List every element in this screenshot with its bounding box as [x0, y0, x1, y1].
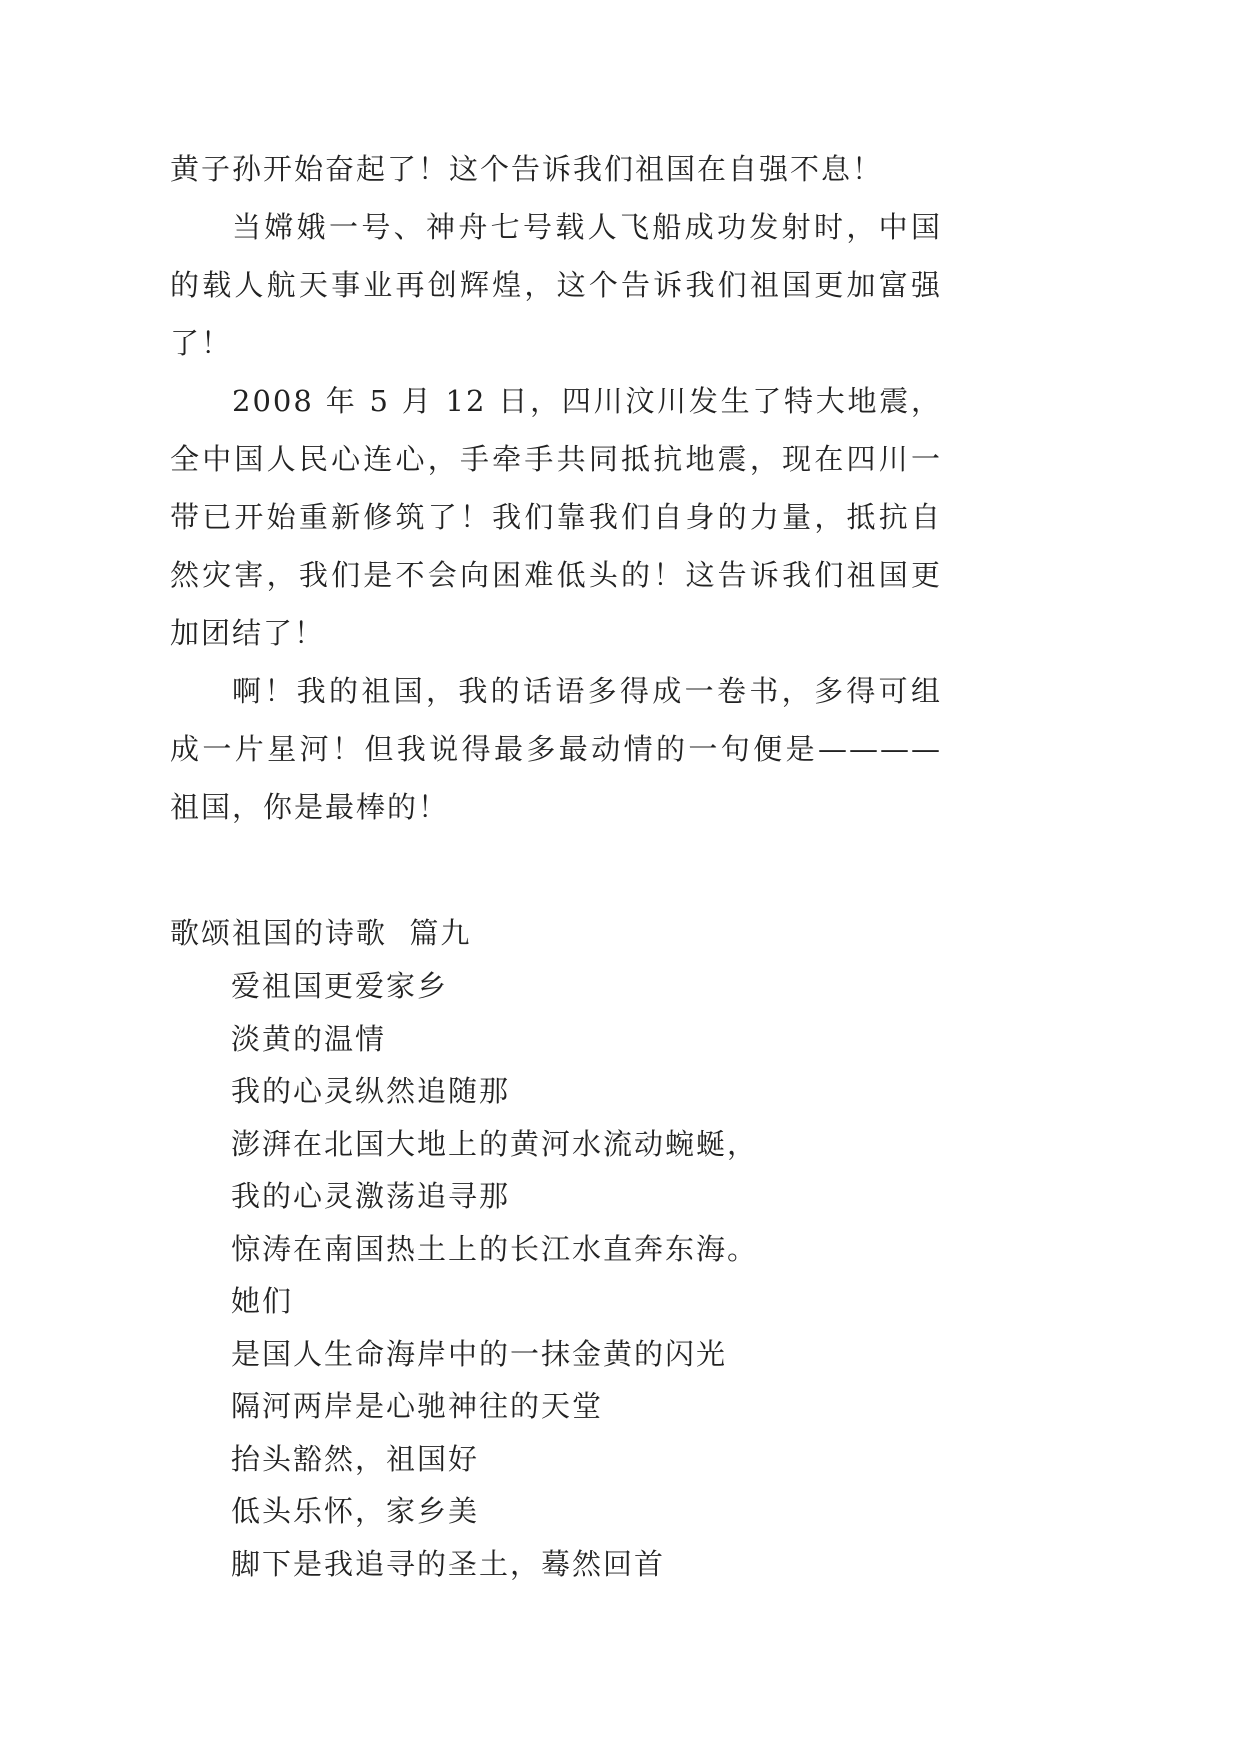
poem-line: 她们 [231, 1284, 294, 1318]
poem-line: 淡黄的温情 [231, 1021, 387, 1056]
section-heading: 歌颂祖国的诗歌 篇九 [170, 916, 472, 950]
poem [170, 960, 942, 1590]
paragraph-2: 当嫦娥一号、神舟七号载人飞船成功发射时，中国的载人航天事业再创辉煌，这个告诉我们祖国更加富强了！ [170, 210, 942, 360]
poem-line: 是国人生命海岸中的一抹金黄的闪光 [231, 1336, 728, 1371]
poem-line: 我的心灵纵然追随那 [231, 1074, 511, 1108]
poem-line: 爱祖国更爱家乡 [231, 969, 449, 1003]
paragraph-4: 啊！我的祖国，我的话语多得成一卷书，多得可组成一片星河！但我说得最多最动情的一句便是————祖国，你是最棒的！ [170, 674, 942, 824]
poem-line: 抬头豁然，祖国好 [231, 1441, 480, 1476]
poem-line: 惊涛在南国热土上的长江水直奔东海。 [231, 1231, 759, 1266]
poem-line: 澎湃在北国大地上的黄河水流动蜿蜒， [231, 1126, 759, 1161]
poem-line: 我的心灵激荡追寻那 [231, 1179, 511, 1213]
section-spacer [170, 836, 942, 906]
poem-line: 脚下是我追寻的圣土，蓦然回首 [231, 1546, 666, 1581]
poem-line: 隔河两岸是心驰神往的天堂 [231, 1389, 604, 1423]
poem-line: 低头乐怀，家乡美 [231, 1494, 480, 1528]
document-body [170, 140, 942, 1590]
paragraph-3: 2008 年 5 月 12 日，四川汶川发生了特大地震，全中国人民心连心，手牵手共同抵抗地震，现在四川一带已开始重新修筑了！我们靠我们自身的力量，抵抗自然灾害，我们是不会向困难低头的！这告诉我们祖国更加团结了！ [170, 384, 942, 650]
paragraph-1: 黄子孙开始奋起了！这个告诉我们祖国在自强不息！ [170, 152, 884, 186]
